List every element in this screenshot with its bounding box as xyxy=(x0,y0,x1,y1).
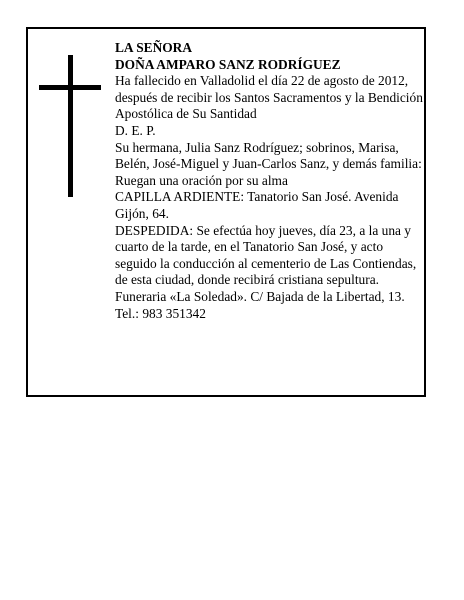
notice-text xyxy=(115,40,423,322)
rip-line: D. E. P. xyxy=(115,122,156,138)
cross-horizontal-bar xyxy=(39,85,101,90)
family-line: Su hermana, Julia Sanz Rodríguez; sobrinos, Marisa, Belén, José-Miguel y Juan-Carlos Sanz, y demás familia: xyxy=(115,139,422,172)
farewell-info: DESPEDIDA: Se efectúa hoy jueves, día 23, a la una y cuarto de la tarde, en el Tanatorio San José, y acto seguido la conducción al cementerio de Las Contiendas, de esta ciudad, donde recibirá cristiana sepultura. xyxy=(115,222,417,288)
deceased-name: DOÑA AMPARO SANZ RODRÍGUEZ xyxy=(115,56,341,72)
notice-title-line-1: LA SEÑORA xyxy=(115,40,193,55)
funeral-home-phone: Tel.: 983 351342 xyxy=(115,305,206,321)
obituary-notice xyxy=(26,27,426,397)
funeral-home-info: Funeraria «La Soledad». C/ Bajada de la Libertad, 13. xyxy=(115,288,405,304)
prayer-request: Ruegan una oración por su alma xyxy=(115,172,288,188)
chapel-info: CAPILLA ARDIENTE: Tanatorio San José. Avenida Gijón, 64. xyxy=(115,189,399,221)
death-announcement: Ha fallecido en Valladolid el día 22 de agosto de 2012, después de recibir los Santos Sacramentos y la Bendición Apostólica de Su Santidad xyxy=(115,73,423,122)
cross-vertical-bar xyxy=(68,55,73,197)
